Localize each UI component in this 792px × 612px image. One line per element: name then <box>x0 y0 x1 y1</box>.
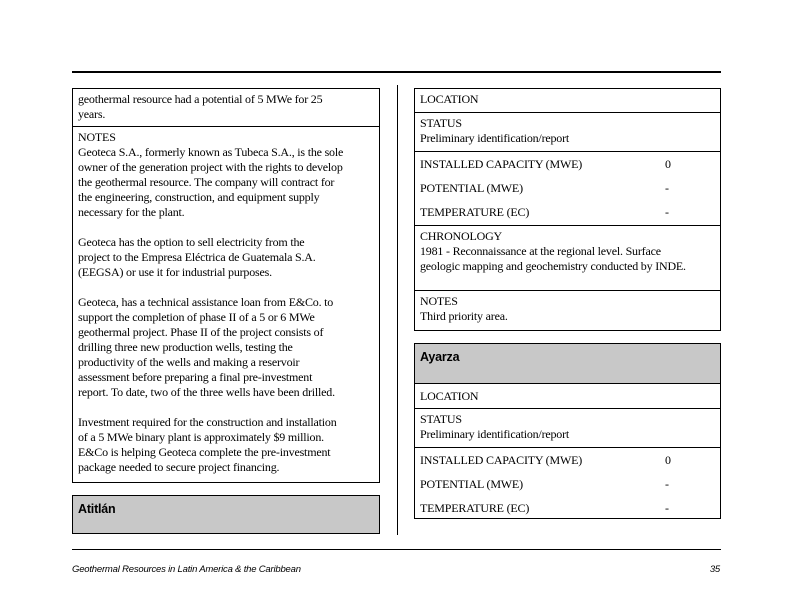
chronology-box <box>414 225 721 291</box>
temperature-value: - <box>665 204 669 219</box>
text-line: years. <box>78 107 106 121</box>
text-line: support the completion of phase II of a 5 or 6 MWe <box>78 310 315 324</box>
location-box <box>414 88 721 113</box>
notes-label: NOTES <box>420 294 458 308</box>
section-title: Atitlán <box>78 502 116 516</box>
top-rule <box>72 71 721 73</box>
paragraph <box>78 145 374 220</box>
potential-value: - <box>665 476 669 491</box>
text-line: the geothermal resource. The company will contract for <box>78 175 335 189</box>
status-value: Preliminary identification/report <box>420 131 570 145</box>
text-line: Investment required for the construction and installation <box>78 415 337 429</box>
section-title: Ayarza <box>420 350 460 364</box>
text-line: drilling three new production wells, testing the <box>78 340 293 354</box>
capacity-box <box>414 151 721 226</box>
text-line: E&Co is helping Geoteca complete the pre-investment <box>78 445 331 459</box>
text-line: project to the Empresa Eléctrica de Guatemala S.A. <box>78 250 316 264</box>
text-line: the engineering, construction, and equipment supply <box>78 190 320 204</box>
status-label: STATUS <box>420 116 462 130</box>
text-line: package needed to secure project financing. <box>78 460 280 474</box>
footer-title: Geothermal Resources in Latin America & the Caribbean <box>72 564 301 575</box>
column-divider <box>397 85 398 535</box>
text-line: Geoteca has the option to sell electricity from the <box>78 235 305 249</box>
capacity-value: 0 <box>665 156 671 171</box>
intro-box <box>72 88 380 127</box>
capacity-box <box>414 447 721 519</box>
text-line: (EEGSA) or use it for industrial purposes. <box>78 265 272 279</box>
text-line: productivity of the wells and making a reservoir <box>78 355 300 369</box>
temperature-label: TEMPERATURE (ЕC) <box>420 204 530 219</box>
text-line: assessment before preparing a final pre-investment <box>78 370 313 384</box>
status-label: STATUS <box>420 412 462 426</box>
location-label: LOCATION <box>420 389 479 403</box>
text-line: owner of the generation project with the rights to develop <box>78 160 343 174</box>
chronology-label: CHRONOLOGY <box>420 229 503 243</box>
potential-value: - <box>665 180 669 195</box>
text-line: geothermal resource had a potential of 5 MWe for 25 <box>78 92 323 106</box>
status-value: Preliminary identification/report <box>420 427 570 441</box>
status-box <box>414 112 721 152</box>
paragraph <box>78 295 374 400</box>
paragraph <box>78 415 374 475</box>
location-label: LOCATION <box>420 92 479 106</box>
location-box <box>414 383 721 409</box>
notes-heading: NOTES <box>78 130 116 144</box>
page-number: 35 <box>709 564 720 575</box>
text-line: 1981 - Reconnaissance at the regional level. Surface <box>420 244 661 258</box>
text-line: necessary for the plant. <box>78 205 185 219</box>
section-header-ayarza <box>414 343 721 384</box>
capacity-label: INSTALLED CAPACITY (MWE) <box>420 452 583 467</box>
capacity-value: 0 <box>665 452 671 467</box>
temperature-value: - <box>665 500 669 515</box>
text-line: of a 5 MWe binary plant is approximately $9 million. <box>78 430 324 444</box>
text-line: Geoteca, has a technical assistance loan from E&Co. to <box>78 295 334 309</box>
text-line: Geoteca S.A., formerly known as Tubeca S.A., is the sole <box>78 145 344 159</box>
paragraph <box>78 235 374 280</box>
temperature-label: TEMPERATURE (ЕC) <box>420 500 530 515</box>
notes-value: Third priority area. <box>420 309 508 323</box>
capacity-label: INSTALLED CAPACITY (MWE) <box>420 156 583 171</box>
text-line: geothermal project. Phase II of the project consists of <box>78 325 324 339</box>
potential-label: POTENTIAL (MWE) <box>420 476 523 491</box>
text-line: geologic mapping and geochemistry conducted by INDE. <box>420 259 686 273</box>
text-line: report. To date, two of the three wells have been drilled. <box>78 385 335 399</box>
potential-label: POTENTIAL (MWE) <box>420 180 523 195</box>
notes-box-right <box>414 290 721 331</box>
notes-box <box>72 126 380 483</box>
status-box <box>414 408 721 448</box>
section-header-atitlan <box>72 495 380 534</box>
bottom-rule <box>72 549 721 550</box>
